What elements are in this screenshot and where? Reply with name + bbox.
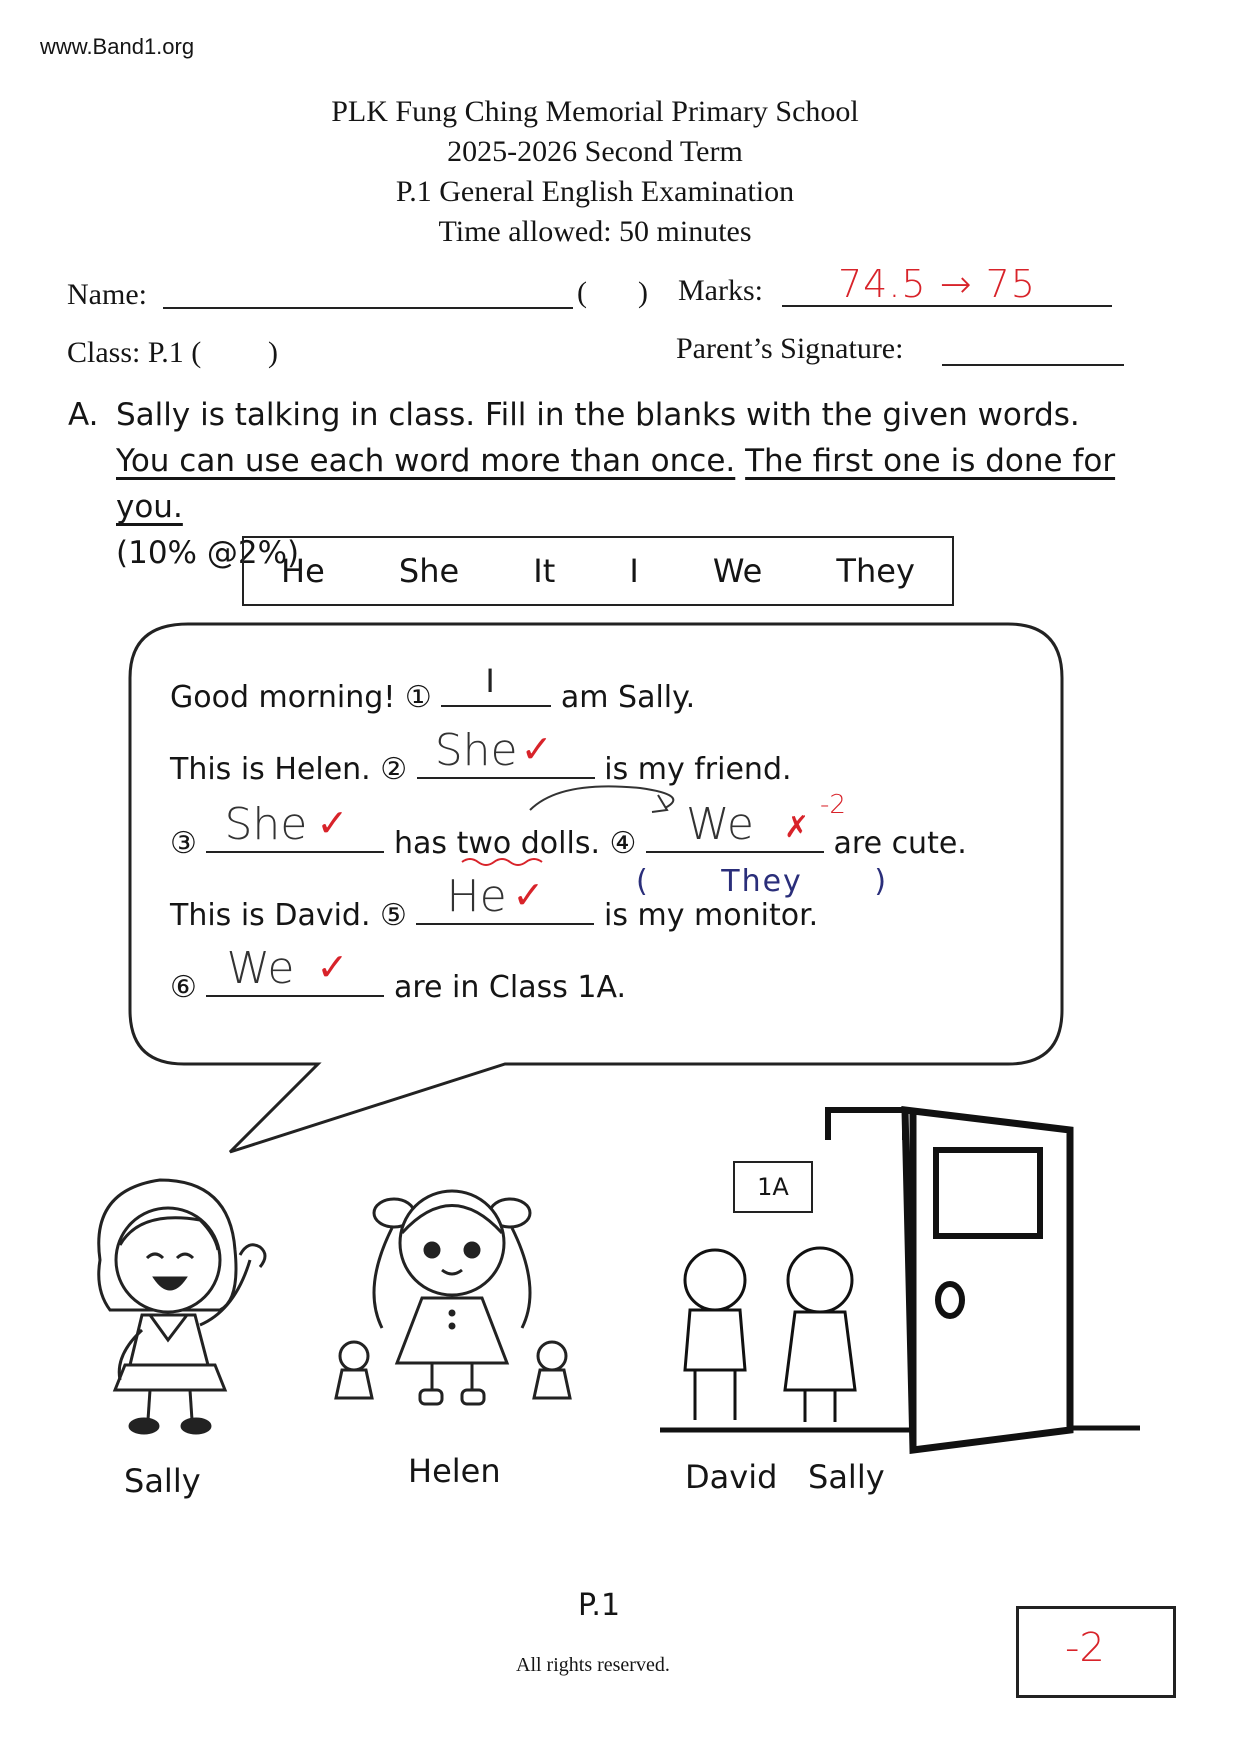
blank-2[interactable] [417,725,595,779]
answer-6: We [226,943,295,994]
line5-prefix: ⑥ [170,970,197,1005]
bubble-line-2 [170,725,792,787]
line5-suffix: are in Class 1A. [394,970,627,1005]
answer-4: We [685,799,754,850]
school-name: PLK Fung Ching Memorial Primary School [331,95,859,128]
name-label: Name: [67,278,147,311]
answer-2: She [434,725,518,776]
line3-prefix: ③ [170,826,197,861]
sally-waving-illustration [50,1150,290,1440]
page-score: -2 [1065,1625,1105,1671]
blank-5[interactable] [416,871,594,925]
class-door-sign: 1A [733,1161,813,1213]
line2-prefix: This is Helen. ② [170,752,408,787]
tick-mark: ✓ [316,945,349,989]
class-label: Class: P.1 ( [67,336,202,369]
tick-mark: ✓ [512,873,545,917]
instruction-line-2: You can use each word more than once. [116,443,736,479]
class-close-paren: ) [268,336,278,369]
blank-1[interactable] [441,662,551,707]
class-number-open-paren: ( [577,276,587,309]
line3-suffix: are cute. [833,826,967,861]
term: 2025-2026 Second Term [447,135,743,168]
line4-prefix: This is David. ⑤ [170,898,407,933]
bubble-line-3 [170,799,967,861]
blank-6[interactable] [206,943,384,997]
caption-helen: Helen [408,1452,501,1490]
helen-illustration [322,1158,602,1418]
section-letter: A. [68,397,99,433]
time-allowed: Time allowed: 50 minutes [438,215,752,248]
watermark: www.Band1.org [40,34,195,59]
line3-middle: has two dolls. ④ [394,826,637,861]
caption-sally: Sally [124,1462,201,1500]
line4-suffix: is my monitor. [604,898,819,933]
word-bank-item: I [629,552,639,590]
exam-title: P.1 General English Examination [395,175,795,208]
word-bank-item: They [836,552,915,590]
bubble-line-1 [170,662,696,715]
copyright: All rights reserved. [516,1654,670,1676]
marks-value: 74.5 → 75 [838,262,1036,306]
line1-suffix: am Sally. [560,680,696,715]
word-bank-item: We [712,552,763,590]
word-bank-item: She [398,552,460,590]
answer-3: She [224,799,308,850]
caption-sally-at-door: Sally [808,1458,885,1496]
tick-mark: ✓ [316,801,349,845]
blank-3[interactable] [206,799,384,853]
page-number: P.1 [578,1588,621,1623]
section-marks: (10% @2%) [116,535,300,571]
line2-suffix: is my friend. [604,752,792,787]
marks-label: Marks: [678,274,763,307]
deduction-mark: -2 [820,790,846,820]
blank-4[interactable] [646,799,824,853]
class-number-close-paren: ) [638,276,648,309]
instruction-line-1: Sally is talking in class. Fill in the blanks with the given words. [116,397,1080,433]
bubble-line-5 [170,943,627,1005]
teacher-correction: ( They ) [636,864,889,899]
instruction-line-3: The first one is done for you. [116,443,1116,525]
answer-1: I [485,662,495,700]
line1-prefix: Good morning! ① [170,680,432,715]
answer-5: He [446,871,507,922]
classroom-door-illustration [660,1100,1140,1480]
tick-mark: ✓ [520,727,553,771]
word-bank-item: It [533,552,556,590]
cross-mark: ✗ [783,810,810,845]
word-bank-item: He [281,552,325,590]
signature-label: Parent’s Signature: [676,332,904,365]
caption-david: David [685,1458,778,1496]
page-score-box [1016,1606,1176,1698]
